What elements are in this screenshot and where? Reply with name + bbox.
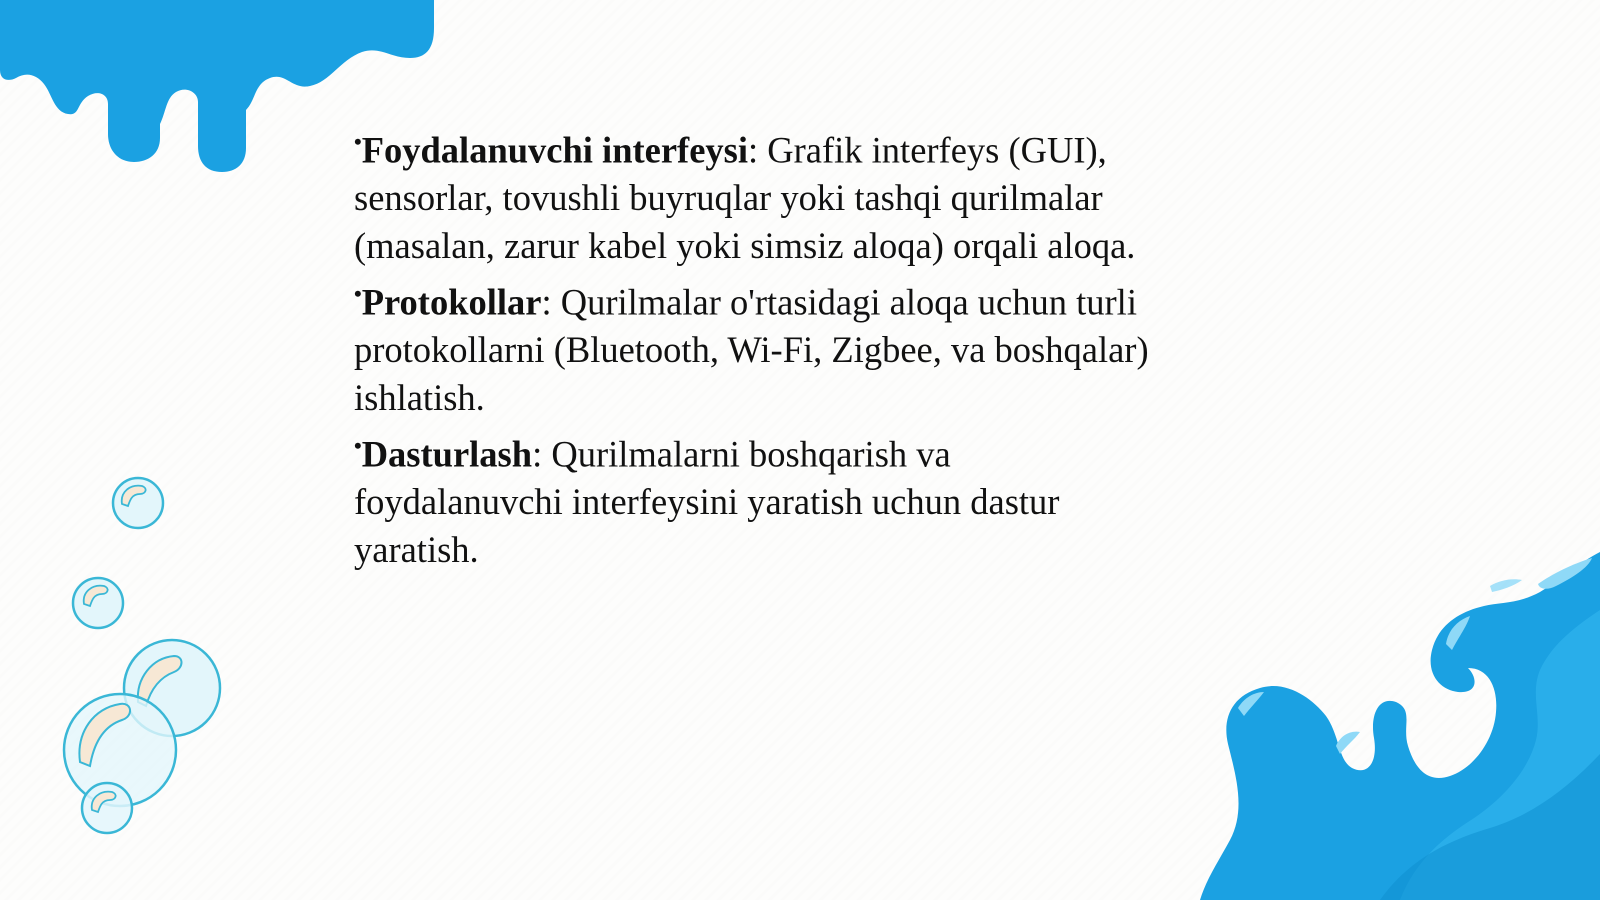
item-term: Foydalanuvchi interfeysi [361,129,749,171]
item-text: : Grafik interfeys (GUI), sensorlar, tovushli buyruqlar yoki tashqi qurilmalar (masalan, zarur kabel yoki simsiz aloqa) orqali aloqa. [354,129,1136,267]
list-item-user-interface [354,118,1164,270]
list-item-programming [354,422,1164,574]
bubbles-decoration [50,470,240,840]
bottom-right-splash-decoration [1200,540,1600,900]
item-term: Dasturlash [361,433,533,475]
item-term: Protokollar [361,281,542,323]
bullet: • [354,433,362,459]
bubble-small-bottom [82,783,132,833]
bubble-small-top [113,478,163,528]
bullet: • [354,129,362,154]
item-text: : Qurilmalarni boshqarish va foydalanuvchi interfeysini yaratish uchun dastur yaratish. [354,433,1060,571]
bullet: • [354,281,362,307]
item-text: : Qurilmalar o'rtasidagi aloqa uchun turli protokollarni (Bluetooth, Wi-Fi, Zigbee, va boshqalar) ishlatish. [354,281,1149,419]
content-list [354,118,1164,574]
bubble-small-middle [73,578,123,628]
list-item-protocols [354,270,1164,422]
